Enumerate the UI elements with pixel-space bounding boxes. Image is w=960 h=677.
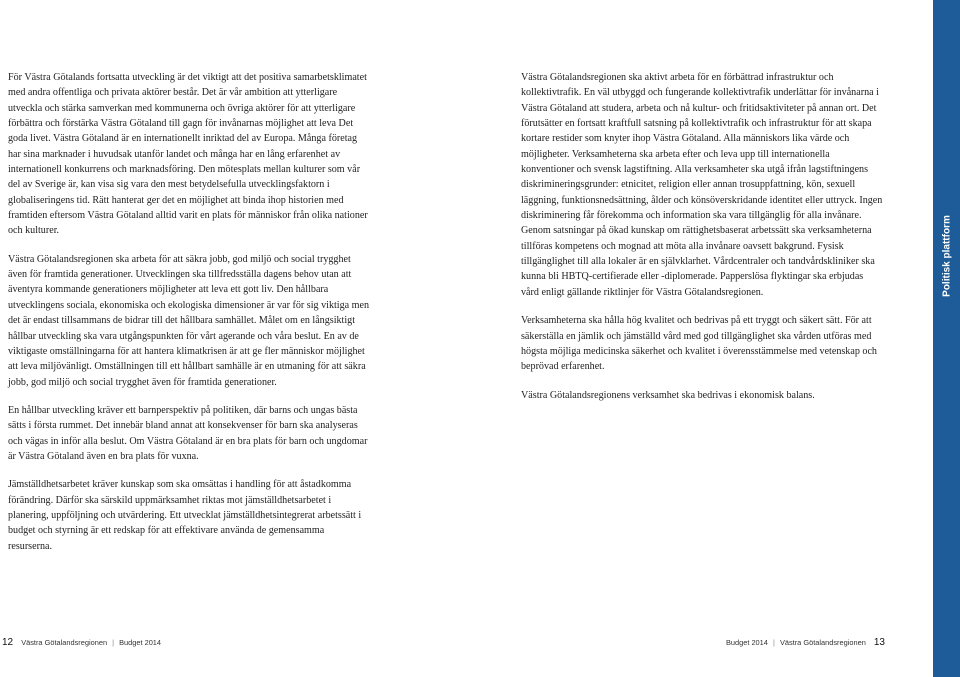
footer-budget: Budget 2014	[119, 638, 162, 647]
footer-right	[726, 637, 885, 648]
paragraph: För Västra Götalands fortsatta utveckling är det viktigt att det positiva samarbetsklimatet med andra offentliga och privata aktörer består. Det är vår ambition att ytterligare utveckla och stärka samverkan med kommunerna och övriga aktörer för att ytterligare förbättra och förstärka Västra Götaland till gagn för invånarnas möjlighet att leva Det goda livet. Västra Götaland är en internationellt inriktad del av Europa. Många företag har sina marknader i huvudsak utanför landet och många har en lång erfarenhet av internationell konkurrens och marknadsföring. Den mötesplats mellan kulturer som vår del av Sverige är, kan visa sig vara den mest betydelsefulla utvecklingsfaktorn i globaliseringens tid. Rätt hanterat ger det en möjlighet att binda ihop historien med framtiden eftersom Västra Götaland alltid varit en plats för människor från olika nationer och kulturer.	[8, 72, 368, 237]
section-tab-label: Politisk plattform	[941, 215, 952, 297]
footer-separator: |	[772, 638, 775, 647]
section-tab	[933, 0, 960, 677]
footer-org: Västra Götalandsregionen	[779, 638, 866, 647]
left-text-column	[8, 70, 370, 567]
paragraph: Verksamheterna ska hålla hög kvalitet och bedrivas på ett tryggt och säkert sätt. För att säkerställa en jämlik och jämställd vård med god tillgänglighet ska vården utföras med högsta möjliga medicinska säkerhet och kvalitet i överensstämmelse med vetenskap och beprövad erfarenhet.	[521, 315, 877, 373]
footer-budget: Budget 2014	[725, 638, 768, 647]
footer-left	[2, 637, 161, 648]
paragraph: Jämställdhetsarbetet kräver kunskap som ska omsättas i handling för att åstadkomma förändring. Därför ska särskild uppmärksamhet riktas mot jämställdhetsarbetet i planering, uppföljning och utvärdering. Ett utvecklat jämställdhetsintegrerat arbetssätt i budget och styrning är ett redskap för att effektivare använda de gemensamma resurserna.	[8, 479, 362, 552]
paragraph: Västra Götalandsregionen ska arbeta för att säkra jobb, god miljö och social trygghet även för framtida generationer. Utvecklingen ska tillfredsställa dagens behov utan att äventyra kommande generationers möjligheter att leva ett gott liv. Den hållbara utvecklingens sociala, ekonomiska och ekologiska dimensioner är var för sig viktiga men det är endast tillsammans de bidrar till det hållbara samhället. Målet om en långsiktigt hållbar utveckling ska vara utgångspunkten för vårt agerande och våra beslut. En av de viktigaste omställningarna för att hantera klimatkrisen är att ge fler människor möjlighet att leva miljövänligt. Omställningen till ett hållbart samhälle är en utmaning för att säkra jobb, god miljö och social trygghet även för framtida generationer.	[8, 253, 370, 388]
page-number: 13	[873, 637, 885, 648]
paragraph: Västra Götalandsregionen ska aktivt arbeta för en förbättrad infrastruktur och kollektivtrafik. En väl utbyggd och fungerande kollektivtrafik underlättar för invånarna i Västra Götaland att studera, arbeta och nå kultur- och fritidsaktiviteter på annan ort. Det förutsätter en fortsatt kraftfull satsning på kollektivtrafik och infrastruktur för att skapa kortare restider som knyter ihop Västra Götaland. Alla människors lika värde och möjligheter. Verksamheterna ska arbeta efter och leva upp till internationella konventioner och svensk lagstiftning. Alla verksamheter ska utgå ifrån lagstiftningens diskrimineringsgrunder: etnicitet, religion eller annan trosuppfattning, kön, sexuell läggning, funktionsnedsättning, ålder och könsöverskridande identitet eller uttryck. Ingen diskriminering får förekomma och information ska vara tillgänglig för alla invånare. Genom satsningar på ökad kunskap om rättighetsbaserat arbetssätt ska verksamheterna tillföras kompetens och mognad att möta alla invånare oavsett bakgrund. Fysisk tillgänglighet till alla lokaler är en självklarhet. Vårdcentraler och tandvårdskliniker ska kunna bli HBTQ-certifierade eller -diplomerade. Papperslösa flyktingar ska erbjudas vård enligt gällande riktlinjer för Västra Götalandsregionen.	[521, 72, 883, 298]
right-text-column	[521, 70, 883, 416]
page-number: 12	[2, 637, 14, 648]
footer-org: Västra Götalandsregionen	[21, 638, 108, 647]
paragraph: Västra Götalandsregionens verksamhet ska bedrivas i ekonomisk balans.	[521, 389, 815, 401]
paragraph: En hållbar utveckling kräver ett barnperspektiv på politiken, där barns och ungas bästa sätts i första rummet. Det innebär bland annat att konsekvenser för barn ska analyseras och vägas in inför alla beslut. Om Västra Götaland är en bra plats för barn och ungdomar är Västra Götaland även en bra plats för vuxna.	[8, 404, 368, 462]
footer-separator: |	[112, 638, 115, 647]
